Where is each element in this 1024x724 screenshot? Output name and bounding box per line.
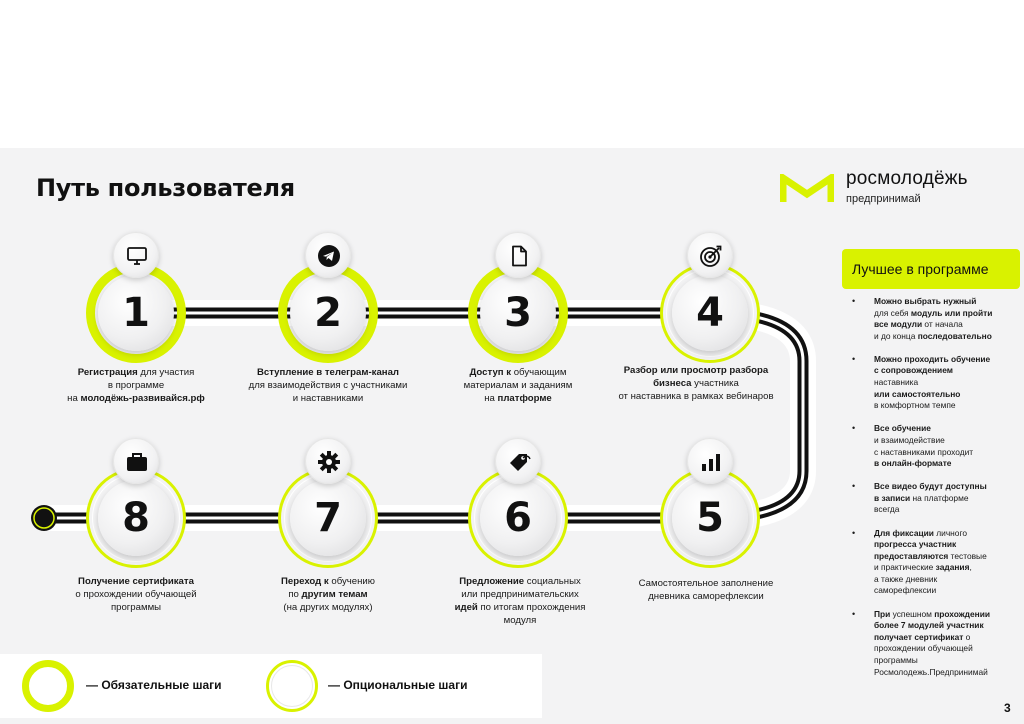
step-number: 6 <box>504 495 532 541</box>
tag-icon <box>495 438 541 484</box>
benefit-item: • Можно выбрать нужный для себя модуль или пройти все модули от начала и до конца последовательно <box>846 296 1016 342</box>
step-number: 7 <box>314 495 342 541</box>
step-caption-8: Получение сертификата о прохождении обучающей программы <box>75 576 197 613</box>
logo-subtitle: предпринимай <box>846 193 921 205</box>
step-node-3 <box>468 263 568 363</box>
briefcase-icon <box>113 438 159 484</box>
step-caption-3: Доступ к обучающим материалам и заданиям на платформе <box>463 367 573 404</box>
page-title: Путь пользователя <box>36 174 295 202</box>
optional-ring-icon <box>266 660 318 712</box>
step-number: 8 <box>122 495 150 541</box>
mandatory-ring-icon <box>22 660 74 712</box>
page-number: 3 <box>1004 701 1011 715</box>
step-caption-6: Предложение социальных или предпринимательских идей по итогам прохождения модуля <box>454 576 586 626</box>
legend-mandatory-label: — Обязательные шаги <box>86 678 222 692</box>
gear-icon <box>305 438 351 484</box>
document-icon <box>495 232 541 278</box>
step-number: 4 <box>696 290 724 336</box>
path-start-marker <box>31 505 57 531</box>
logo-name: росмолодёжь <box>846 168 968 189</box>
step-number: 5 <box>696 495 724 541</box>
step-number: 2 <box>314 290 342 336</box>
step-number: 1 <box>122 290 150 336</box>
step-caption-4: Разбор или просмотр разбора бизнеса участника от наставника в рамках вебинаров <box>618 365 774 402</box>
bar-chart-icon <box>687 438 733 484</box>
monitor-icon <box>113 232 159 278</box>
step-caption-1: Регистрация для участия в программе на молодёжь-развивайся.рф <box>67 367 205 404</box>
step-node-2 <box>278 263 378 363</box>
legend <box>0 654 542 718</box>
target-icon <box>687 232 733 278</box>
benefit-item: • Можно проходить обучение с сопровождением наставника или самостоятельно в комфортном темпе <box>846 354 1016 412</box>
benefit-item: • Все обучение и взаимодействие с наставниками проходит в онлайн-формате <box>846 423 1016 469</box>
step-node-1 <box>86 263 186 363</box>
benefit-item: • Для фиксации личного прогресса участник предоставляются тестовые и практические задания, а также дневник саморефлексии <box>846 528 1016 598</box>
telegram-icon <box>305 232 351 278</box>
sidebar-benefits-list <box>846 296 1016 690</box>
step-caption-5: Самостоятельное заполнение дневника саморефлексии <box>638 578 774 602</box>
step-number: 3 <box>504 290 532 336</box>
step-caption-2: Вступление в телеграм-канал для взаимодействия с участниками и наставниками <box>248 367 408 404</box>
sidebar-title: Лучшее в программе <box>842 249 1020 289</box>
legend-optional-label: — Опциональные шаги <box>328 678 468 692</box>
benefit-item: • При успешном прохождении более 7 модулей участник получает сертификат о прохождении обучающей программы Росмолодежь.Предпринимай <box>846 609 1016 679</box>
slide <box>0 148 1024 724</box>
benefit-item: • Все видео будут доступны в записи на платформе всегда <box>846 481 1016 516</box>
step-node-4 <box>660 263 760 363</box>
step-caption-7: Переход к обучению по другим темам (на других модулях) <box>281 576 375 613</box>
